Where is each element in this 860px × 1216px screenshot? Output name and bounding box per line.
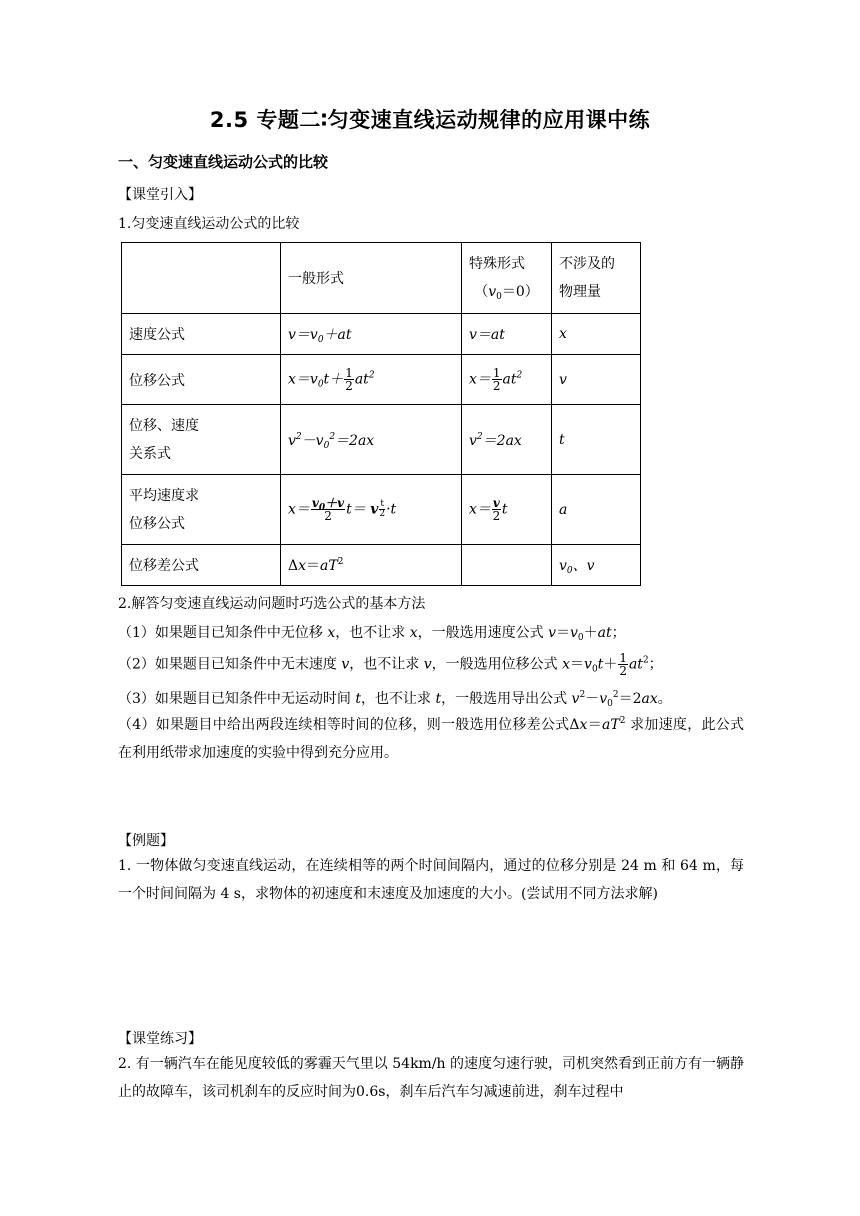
row-name: 速度公式 xyxy=(122,314,281,355)
intro-label: 【课堂引入】 xyxy=(118,187,202,203)
page-title: 2.5 专题二∶匀变速直线运动规律的应用课中练 xyxy=(209,108,651,132)
table-row xyxy=(122,314,641,355)
row-name: 位移、速度 关系式 xyxy=(122,405,281,475)
row-name: 位移公式 xyxy=(122,355,281,405)
general-formula: $v=v_0+at$ xyxy=(281,314,462,355)
section-heading: 一、匀变速直线运动公式的比较 xyxy=(118,153,329,171)
missing-quantity: x xyxy=(552,314,641,355)
table-header-row xyxy=(122,243,641,314)
formula-comparison-table xyxy=(121,242,641,586)
missing-quantity: a xyxy=(552,475,641,545)
practice-2-text: 2. 有一辆汽车在能见度较低的雾霾天气里以 54km/h 的速度匀速行驶，司机突然看到正前方有一辆静止的故障车，该司机刹车的反应时间为0.6s，刹车后汽车匀减速前进，刹车过程中 xyxy=(118,1056,745,1100)
special-formula: x＝ $\frac{v}{2}$ t xyxy=(462,475,552,545)
item-1-heading: 1.匀变速直线运动公式的比较 xyxy=(118,216,300,232)
header-empty-cell xyxy=(122,243,281,314)
general-formula: $x=v_0t+$ $\frac{1}{2}$ $at^2$ xyxy=(281,355,462,405)
row-name: 平均速度求 位移公式 xyxy=(122,475,281,545)
example-1-text: 1. 一物体做匀变速直线运动，在连续相等的两个时间间隔内，通过的位移分别是 24 m 和 64 m，每一个时间间隔为 4 s，求物体的初速度和末速度及加速度的大小。(尝试用不同方法求解) xyxy=(118,858,744,902)
table-row xyxy=(122,545,641,586)
table-row xyxy=(122,355,641,405)
special-formula: $v^2=2ax$ xyxy=(462,405,552,475)
example-label: 【例题】 xyxy=(118,833,174,849)
missing-quantity: $v_0$、v xyxy=(552,545,641,586)
general-formula: x＝ $\frac{v_0+v}{2}$ t＝ v $\frac{t}{2}$ ·t xyxy=(281,475,462,545)
header-not-involved: 不涉及的 物理量 xyxy=(552,243,641,314)
special-formula xyxy=(462,545,552,586)
table-row xyxy=(122,475,641,545)
method-1: （1）如果题目已知条件中无位移 x，也不让求 x，一般选用速度公式 $v=v_0+at$； xyxy=(118,625,626,643)
method-2: （2）如果题目已知条件中无末速度 v，也不让求 v，一般选用位移公式 $x=v_0t+$ $\frac{1}{2}$ $at^2$； xyxy=(118,651,663,678)
special-formula: v＝at xyxy=(462,314,552,355)
item-2-heading: 2.解答匀变速直线运动问题时巧选公式的基本方法 xyxy=(118,596,426,612)
header-special-form: 特殊形式 $(v_0=0)$ xyxy=(462,243,552,314)
missing-quantity: t xyxy=(552,405,641,475)
general-formula: $v^2-v_0^2=2ax$ xyxy=(281,405,462,475)
row-name: 位移差公式 xyxy=(122,545,281,586)
missing-quantity: v xyxy=(552,355,641,405)
general-formula: $\Delta x=aT^2$ xyxy=(281,545,462,586)
table-row xyxy=(122,405,641,475)
practice-label: 【课堂练习】 xyxy=(118,1031,202,1047)
special-formula: x＝ $\frac{1}{2}$ $at^2$ xyxy=(462,355,552,405)
method-3: （3）如果题目已知条件中无运动时间 t，也不让求 t，一般选用导出公式 $v^2-v_0^2=2ax$。 xyxy=(118,690,672,709)
method-4: （4）如果题目中给出两段连续相等时间的位移，则一般选用位移差公式$\Delta x=aT^2$ 求加速度，此公式在利用纸带求加速度的实验中得到充分应用。 xyxy=(118,716,745,761)
header-general-form: 一般形式 xyxy=(281,243,462,314)
